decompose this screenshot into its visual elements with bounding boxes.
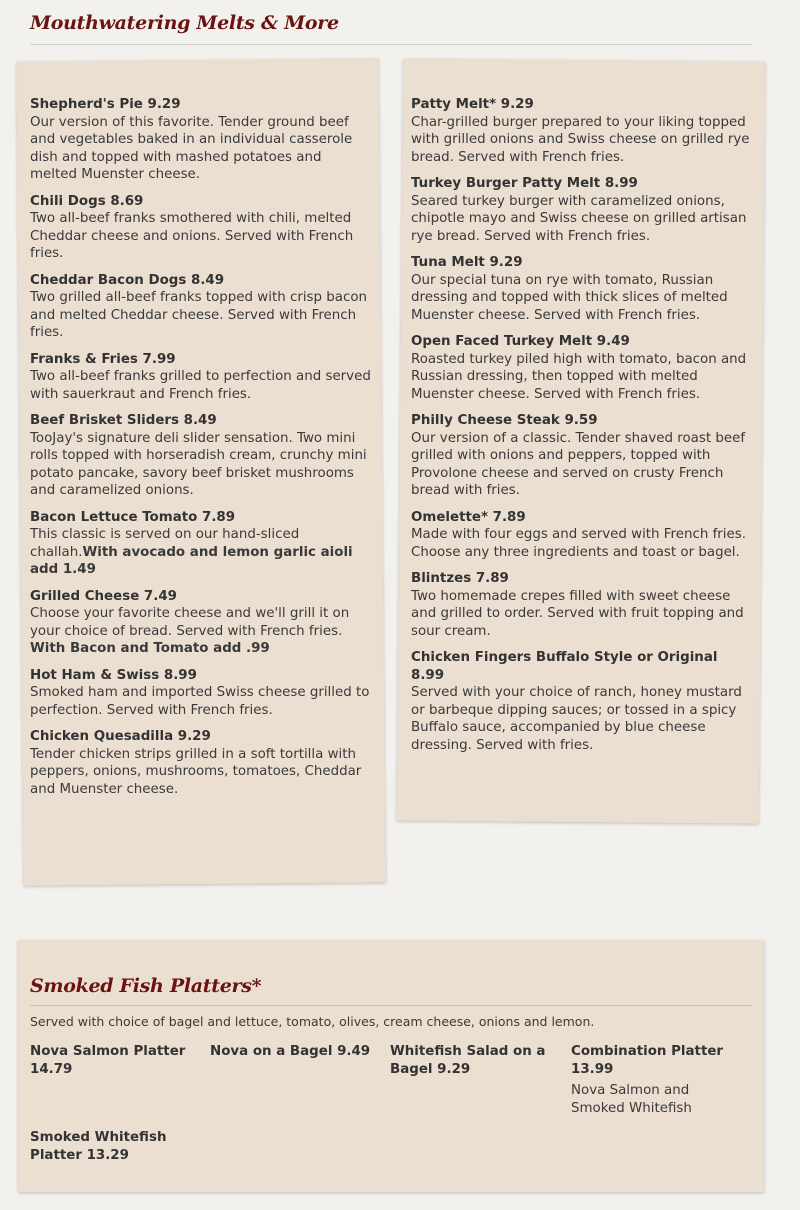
menu-item-desc-text: This classic is served on our hand-sliced challah. bbox=[30, 527, 300, 560]
menu-item-name: Shepherd's Pie 9.29 bbox=[30, 97, 181, 112]
menu-item-name: Blintzes 7.89 bbox=[411, 571, 509, 586]
menu-item-name: Patty Melt* 9.29 bbox=[411, 97, 534, 112]
smoked-fish-intro: Served with choice of bagel and lettuce, tomato, olives, cream cheese, onions and lemon. bbox=[30, 1014, 595, 1029]
menu-item-addon: With Bacon and Tomato add .99 bbox=[30, 641, 270, 656]
menu-item-name: Tuna Melt 9.29 bbox=[411, 255, 523, 270]
menu-item bbox=[411, 412, 751, 500]
menu-item-name: Open Faced Turkey Melt 9.49 bbox=[411, 334, 630, 349]
section-title-melts: Mouthwatering Melts & More bbox=[30, 12, 339, 34]
menu-item-name: Turkey Burger Patty Melt 8.99 bbox=[411, 176, 638, 191]
menu-item-name: Chicken Fingers Buffalo Style or Original 8.99 bbox=[411, 650, 718, 683]
menu-item-description bbox=[30, 684, 372, 719]
menu-item-desc-text: Tender chicken strips grilled in a soft tortilla with peppers, onions, mushrooms, tomatoes, Cheddar and Muenster cheese. bbox=[30, 746, 362, 797]
menu-item-description bbox=[411, 430, 751, 500]
menu-item bbox=[411, 254, 751, 324]
menu-item-name: Philly Cheese Steak 9.59 bbox=[411, 413, 598, 428]
section-title-smoked-fish: Smoked Fish Platters* bbox=[30, 975, 262, 997]
menu-item bbox=[411, 175, 751, 245]
menu-item-desc-text: TooJay's signature deli slider sensation. Two mini rolls topped with horseradish cream, crunchy mini potato pancake, savory beef brisket mushrooms and caramelized onions. bbox=[30, 430, 367, 498]
fish-platter-item bbox=[390, 1043, 560, 1078]
menu-item bbox=[411, 96, 751, 166]
menu-item bbox=[30, 509, 372, 579]
menu-item bbox=[411, 570, 751, 640]
menu-item-description bbox=[411, 588, 751, 641]
fish-platter-description: Nova Salmon and Smoked Whitefish bbox=[571, 1083, 692, 1116]
fish-platter-name: Nova on a Bagel 9.49 bbox=[210, 1044, 371, 1059]
fish-platter-item bbox=[571, 1043, 741, 1117]
fish-platter-name: Nova Salmon Platter 14.79 bbox=[30, 1044, 186, 1077]
menu-item-name: Bacon Lettuce Tomato 7.89 bbox=[30, 509, 236, 525]
fish-platter-item bbox=[210, 1043, 380, 1061]
menu-item-description bbox=[30, 289, 372, 342]
menu-item bbox=[411, 333, 751, 403]
menu-item-name: Hot Ham & Swiss 8.99 bbox=[30, 667, 197, 683]
menu-item-name: Chili Dogs 8.69 bbox=[30, 193, 144, 209]
menu-item-desc-text: Two all-beef franks grilled to perfection and served with sauerkraut and French fries. bbox=[30, 369, 371, 402]
menu-item-desc-text: Our special tuna on rye with tomato, Russian dressing and topped with thick slices of melted Muenster cheese. Served with French fries. bbox=[411, 272, 728, 323]
left-menu-list bbox=[30, 96, 372, 807]
menu-item-description bbox=[30, 210, 372, 263]
fish-platter-name: Whitefish Salad on a Bagel 9.29 bbox=[390, 1044, 546, 1077]
menu-item-desc-text: Choose your favorite cheese and we'll grill it on your choice of bread. Served with French fries. bbox=[30, 606, 350, 639]
section-divider bbox=[30, 44, 752, 45]
menu-item-desc-text: Seared turkey burger with caramelized onions, chipotle mayo and Swiss cheese on grilled artisan rye bread. Served with French fries. bbox=[411, 193, 747, 244]
menu-item-description bbox=[30, 526, 372, 579]
menu-item-desc-text: Two all-beef franks smothered with chili, melted Cheddar cheese and onions. Served with French fries. bbox=[30, 211, 354, 261]
menu-item-desc-text: Our version of this favorite. Tender ground beef and vegetables baked in an individual casserole dish and topped with mashed potatoes and melted Muenster cheese. bbox=[30, 114, 353, 182]
menu-item-desc-text: Two homemade crepes filled with sweet cheese and grilled to order. Served with fruit topping and sour cream. bbox=[411, 588, 744, 639]
menu-item-desc-text: Smoked ham and imported Swiss cheese grilled to perfection. Served with French fries. bbox=[30, 685, 370, 718]
menu-item-description bbox=[30, 605, 372, 658]
menu-item-desc-text: Char-grilled burger prepared to your liking topped with grilled onions and Swiss cheese on grilled rye bread. Served with French fries. bbox=[411, 114, 750, 165]
menu-item-name: Cheddar Bacon Dogs 8.49 bbox=[30, 272, 225, 288]
menu-item bbox=[411, 509, 751, 562]
menu-item bbox=[30, 193, 372, 263]
fish-platter-name: Combination Platter 13.99 bbox=[571, 1044, 724, 1077]
fish-platter-item bbox=[30, 1043, 200, 1078]
menu-item-description bbox=[30, 114, 372, 184]
menu-item-description bbox=[411, 351, 751, 404]
menu-item-desc-text: Roasted turkey piled high with tomato, bacon and Russian dressing, then topped with melted Muenster cheese. Served with French fries. bbox=[411, 351, 747, 402]
menu-item bbox=[30, 588, 372, 658]
menu-item-desc-text: Our version of a classic. Tender shaved roast beef grilled with onions and peppers, topped with Provolone cheese and served on crusty French bread with fries. bbox=[411, 430, 746, 498]
fish-platter-item bbox=[30, 1129, 200, 1164]
menu-item-description bbox=[411, 114, 751, 167]
menu-item bbox=[30, 667, 372, 720]
menu-item-description bbox=[30, 746, 372, 799]
menu-item bbox=[30, 728, 372, 798]
menu-item bbox=[30, 412, 372, 500]
menu-item-description bbox=[30, 430, 372, 500]
menu-item-description bbox=[411, 684, 751, 754]
menu-item-desc-text: Made with four eggs and served with French fries. Choose any three ingredients and toast or bagel. bbox=[411, 527, 746, 560]
menu-item-description bbox=[30, 368, 372, 403]
menu-item-name: Chicken Quesadilla 9.29 bbox=[30, 729, 211, 744]
section-divider bbox=[30, 1005, 752, 1006]
menu-item bbox=[30, 96, 372, 184]
menu-item-name: Grilled Cheese 7.49 bbox=[30, 588, 177, 604]
menu-item-name: Omelette* 7.89 bbox=[411, 509, 526, 525]
menu-item bbox=[30, 351, 372, 404]
menu-item-name: Beef Brisket Sliders 8.49 bbox=[30, 413, 217, 428]
menu-item-description bbox=[411, 272, 751, 325]
menu-item-name: Franks & Fries 7.99 bbox=[30, 351, 176, 367]
menu-item-desc-text: Served with your choice of ranch, honey mustard or barbeque dipping sauces; or tossed in a spicy Buffalo sauce, accompanied by blue cheese dressing. Served with fries. bbox=[411, 685, 742, 753]
fish-platter-name: Smoked Whitefish Platter 13.29 bbox=[30, 1130, 167, 1163]
menu-item-desc-text: Two grilled all-beef franks topped with crisp bacon and melted Cheddar cheese. Served with French fries. bbox=[30, 290, 368, 340]
right-menu-list bbox=[411, 96, 751, 763]
menu-item-addon: With avocado and lemon garlic aioli add 1.49 bbox=[30, 544, 353, 577]
menu-item bbox=[30, 272, 372, 342]
menu-item-description bbox=[411, 526, 751, 561]
menu-item bbox=[411, 649, 751, 754]
menu-item-description bbox=[411, 193, 751, 246]
